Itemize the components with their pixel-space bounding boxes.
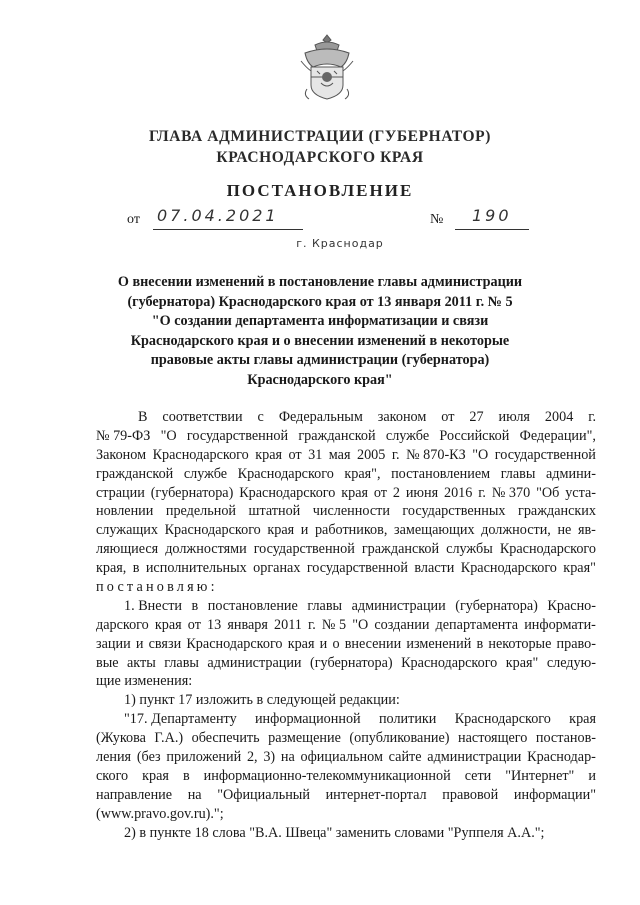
- body-word: создании: [374, 616, 430, 633]
- body-word: политики: [378, 711, 437, 728]
- organization-name-line1: ГЛАВА АДМИНИСТРАЦИИ (ГУБЕРНАТОР): [149, 128, 491, 145]
- body-word: админи-: [545, 465, 596, 482]
- title-line: (губернатора) Краснодарского края от 13 января 2011 г. № 5: [127, 293, 513, 310]
- document-number: 190: [472, 206, 512, 225]
- body-word: Краснодарского: [401, 654, 498, 671]
- body-word: численности: [312, 503, 390, 520]
- body-line: [96, 597, 596, 616]
- body-line: [96, 786, 596, 805]
- body-word: 2,: [246, 749, 258, 766]
- body-word: власти: [414, 560, 455, 577]
- body-line: [96, 578, 596, 597]
- body-word: г.: [391, 446, 400, 463]
- body-word: 13: [207, 616, 222, 633]
- body-word: В: [138, 409, 148, 425]
- body-line: [96, 824, 596, 843]
- body-word: 31: [308, 446, 323, 463]
- body-line: [96, 521, 596, 540]
- body-word: не: [557, 522, 572, 539]
- body-word: главы: [307, 597, 343, 614]
- body-word: (опубликование): [349, 730, 450, 747]
- body-word: щие изменения:: [96, 673, 193, 690]
- body-word: Краснодар-: [527, 749, 596, 766]
- body-word: информати-: [524, 616, 596, 633]
- number-underline: [455, 229, 529, 230]
- body-word: края: [569, 711, 596, 728]
- body-word: государственной: [253, 541, 355, 558]
- title-line: Краснодарского края": [247, 371, 393, 388]
- body-word: постанов-: [535, 730, 596, 747]
- body-line: [96, 729, 596, 748]
- body-word: края: [154, 616, 182, 633]
- body-word: Краснодарского: [152, 446, 249, 463]
- body-word: связи: [148, 635, 182, 652]
- body-word: исполнительных: [145, 560, 247, 577]
- body-word: органах: [253, 560, 301, 577]
- body-word: гражданских: [518, 503, 596, 520]
- body-word: Краснодарского: [460, 560, 557, 577]
- body-word: в: [182, 767, 190, 784]
- body-word: края: [267, 522, 295, 539]
- title-line: Краснодарского края и о внесении изменений в некоторые: [130, 332, 510, 349]
- body-word: ского: [96, 767, 129, 784]
- body-word: 27: [469, 409, 484, 425]
- body-word: государственной: [186, 427, 289, 444]
- body-word: гражданской: [298, 427, 376, 444]
- date-underline: [153, 229, 303, 230]
- body-line: [96, 805, 596, 824]
- body-word: главы: [500, 465, 536, 482]
- crest-emblem-icon: [297, 33, 357, 105]
- body-word: Краснодарского: [454, 711, 551, 728]
- body-word: 2016: [443, 484, 473, 501]
- body-word: законом: [377, 409, 427, 425]
- body-word: и: [300, 522, 309, 539]
- body-word: от: [288, 446, 302, 463]
- body-word: службе: [385, 427, 430, 444]
- body-word: Краснодарского: [499, 541, 596, 558]
- body-word: государственной: [306, 560, 408, 577]
- body-word: служащих: [96, 522, 158, 539]
- title-line: "О создании департамента информатизации и связи: [151, 313, 489, 329]
- document-type: ПОСТАНОВЛЕНИЕ: [226, 181, 414, 200]
- body-word: соответствии: [162, 409, 243, 425]
- body-word: "О: [472, 446, 489, 463]
- body-word: 2004: [544, 409, 574, 425]
- body-word: сети: [464, 767, 492, 784]
- date-number-row: [127, 206, 527, 232]
- body-word: Российской: [439, 427, 510, 444]
- body-line: [96, 484, 596, 503]
- body-word: (Жукова: [96, 730, 146, 747]
- body-word: обеспечить: [191, 730, 260, 747]
- body-word: администрации: [427, 749, 522, 766]
- body-word: яв-: [577, 522, 596, 539]
- title-line: правовые акты главы администрации (губернатора): [150, 352, 490, 368]
- body-word: администрации: [207, 654, 302, 671]
- body-word: 2) в пункте 18 слова "В.А. Швеца" заменить словами "Руппеля А.А.";: [124, 824, 545, 841]
- body-line: [96, 540, 596, 559]
- body-word: края",: [344, 465, 381, 482]
- body-word: штатной: [248, 503, 301, 520]
- body-word: интернет-портал: [325, 786, 427, 803]
- body-word: постановление: [207, 597, 298, 614]
- body-word: вые: [96, 654, 119, 671]
- body-word: (без: [136, 749, 161, 766]
- body-word: изменений: [406, 635, 472, 652]
- body-word: ляющиеся: [96, 541, 159, 558]
- body-word: на: [187, 786, 202, 803]
- organization-name-line2: КРАСНОДАРСКОГО КРАЯ: [216, 149, 424, 166]
- body-word: 2005: [356, 446, 386, 463]
- body-word: 2: [392, 484, 400, 501]
- body-line: [96, 465, 596, 484]
- body-word: от: [373, 484, 387, 501]
- body-word: информационной: [254, 711, 361, 728]
- document-title: [110, 273, 530, 390]
- body-word: размещение: [268, 730, 341, 747]
- body-word: Краснодарского: [186, 635, 283, 652]
- body-line: [96, 672, 596, 691]
- body-word: администрации: [351, 597, 446, 614]
- body-line: [96, 502, 596, 521]
- body-word: 3): [263, 749, 276, 766]
- body-word: направление: [96, 786, 173, 803]
- body-word: новлении: [96, 503, 154, 520]
- body-word: страции: [96, 484, 145, 501]
- body-word: (www.pravo.gov.ru).";: [96, 805, 224, 822]
- body-word: уста-: [565, 484, 596, 501]
- body-line: [96, 691, 596, 710]
- body-word: государственных: [402, 503, 506, 520]
- body-word: официальном: [300, 749, 383, 766]
- body-word: постановлением: [391, 465, 491, 482]
- body-word: г.: [478, 484, 486, 501]
- body-word: Г.А.): [154, 730, 184, 747]
- body-word: № 79-ФЗ: [96, 427, 151, 444]
- body-word: работников,: [314, 522, 388, 539]
- title-line: О внесении изменений в постановление главы администрации: [117, 274, 523, 290]
- body-word: замещающих: [393, 522, 475, 539]
- document-date: 07.04.2021: [157, 206, 279, 225]
- body-word: "О: [160, 427, 177, 444]
- body-word: января: [227, 616, 268, 633]
- body-word: края: [142, 767, 169, 784]
- body-word: края: [341, 484, 369, 501]
- body-word: некоторые: [488, 635, 552, 652]
- body-word: сайте: [388, 749, 422, 766]
- body-word: Краснодарского: [239, 484, 336, 501]
- body-word: края": [505, 654, 539, 671]
- body-word: главы: [164, 654, 199, 671]
- body-word: 1) пункт 17 изложить в следующей редакции:: [124, 692, 400, 709]
- body-word: службе: [183, 465, 228, 482]
- body-line: [96, 748, 596, 767]
- city: г. Краснодар: [296, 237, 384, 250]
- body-word: (губернатора): [310, 654, 393, 671]
- body-word: края": [563, 560, 596, 577]
- body-word: правовой: [442, 786, 499, 803]
- body-word: г.: [588, 409, 596, 425]
- body-line: [96, 635, 596, 654]
- body-word: 2011: [274, 616, 302, 633]
- body-word: с: [257, 409, 264, 425]
- body-word: должностями: [165, 541, 247, 558]
- body-word: Краснодарского: [237, 465, 334, 482]
- body-word: № 370: [491, 484, 531, 501]
- body-word: края,: [96, 560, 127, 577]
- body-word: Федерации",: [519, 427, 596, 444]
- body-word: июня: [405, 484, 439, 501]
- body-word: "Интернет": [505, 767, 575, 784]
- body-word: в: [476, 635, 484, 652]
- body-word: гражданской: [96, 465, 174, 482]
- body-line: [96, 710, 596, 729]
- body-word: Законом: [96, 446, 147, 463]
- body-word: края: [287, 635, 315, 652]
- body-word: зации: [96, 635, 131, 652]
- body-word: право-: [556, 635, 596, 652]
- body-line: [96, 446, 596, 465]
- body-word: и: [588, 767, 596, 784]
- body-word: информации": [513, 786, 596, 803]
- number-label: №: [430, 212, 444, 227]
- body-word: в: [191, 597, 199, 614]
- body-word: внесении: [344, 635, 402, 652]
- body-word: службы: [446, 541, 493, 558]
- body-word: должности,: [481, 522, 551, 539]
- body-word: г.: [308, 616, 316, 633]
- body-word: акты: [127, 654, 156, 671]
- document-body: [96, 408, 596, 842]
- body-word: постановляю:: [96, 579, 218, 596]
- body-word: на: [280, 749, 295, 766]
- body-line: [96, 559, 596, 578]
- body-word: 1. Внести: [124, 597, 182, 614]
- body-word: № 870-КЗ: [406, 446, 466, 463]
- body-word: "Об: [536, 484, 560, 501]
- body-word: (губернатора): [455, 597, 538, 614]
- body-word: дарского: [96, 616, 149, 633]
- body-word: Федеральным: [278, 409, 363, 425]
- body-line: [96, 427, 596, 446]
- body-word: государственной: [494, 446, 596, 463]
- body-word: края: [255, 446, 283, 463]
- body-word: Краснодарского: [164, 522, 261, 539]
- date-label: от: [127, 212, 140, 227]
- body-word: Красно-: [547, 597, 596, 614]
- body-word: "17. Департаменту: [124, 711, 237, 728]
- body-word: следую-: [546, 654, 596, 671]
- body-word: настоящего: [458, 730, 528, 747]
- body-word: (губернатора): [150, 484, 234, 501]
- body-word: информационно-телекоммуникационной: [203, 767, 451, 784]
- body-word: июля: [498, 409, 530, 425]
- body-word: "О: [352, 616, 369, 633]
- body-word: ления: [96, 749, 132, 766]
- body-word: от: [187, 616, 201, 633]
- body-word: в: [132, 560, 140, 577]
- body-word: о: [332, 635, 340, 652]
- body-line: [96, 654, 596, 673]
- body-word: гражданской: [361, 541, 440, 558]
- body-word: и: [319, 635, 328, 652]
- body-word: и: [135, 635, 144, 652]
- body-word: предельной: [165, 503, 237, 520]
- body-word: от: [441, 409, 455, 425]
- body-word: департамента: [435, 616, 519, 633]
- body-word: "Официальный: [217, 786, 310, 803]
- body-line: [96, 408, 596, 427]
- body-word: мая: [328, 446, 351, 463]
- body-word: приложений: [166, 749, 242, 766]
- body-word: № 5: [321, 616, 347, 633]
- body-line: [96, 616, 596, 635]
- body-line: [96, 767, 596, 786]
